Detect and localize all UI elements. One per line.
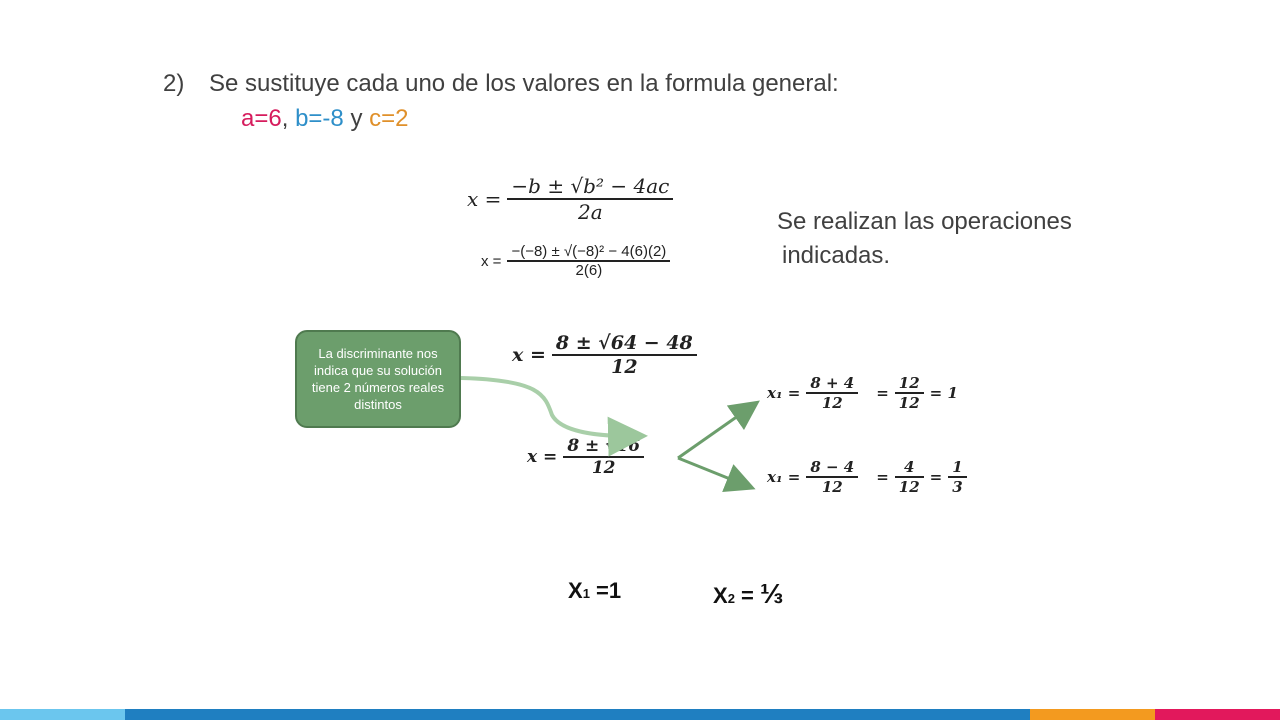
result-x1: [568, 578, 621, 604]
root2-numerator: 8 − 4: [810, 458, 855, 476]
root1-equals: =: [876, 384, 889, 402]
coef-b: b=-8: [295, 105, 344, 132]
root2-numerator3: 1: [952, 458, 963, 476]
side-note-line1: Se realizan las operaciones: [777, 208, 1072, 235]
root1-lhs: x₁ =: [767, 384, 801, 402]
heading-text: Se sustituye cada uno de los valores en la formula general:: [209, 70, 839, 97]
footer-bar-lightblue: [0, 709, 125, 720]
footer-bar-blue: [125, 709, 1030, 720]
formula-sub-numerator: −(−8) ± √(−8)² − 4(6)(2): [511, 243, 667, 260]
callout-text: La discriminante nos indica que su solución tiene 2 números reales distintos: [311, 346, 445, 412]
formula-general-denominator: 2a: [507, 198, 673, 224]
coef-c: c=2: [369, 105, 409, 132]
branch-arrow-up: [678, 404, 755, 458]
root2-equals: =: [876, 468, 889, 486]
root1-result: = 1: [929, 384, 958, 402]
formula-step1-lhs: x =: [512, 344, 546, 366]
coef-separator: ,: [281, 105, 289, 132]
formula-general-numerator: −b ± √b² − 4ac: [511, 174, 670, 198]
root2-denominator2: 12: [895, 476, 924, 496]
root1-denominator2: 12: [895, 392, 924, 412]
footer-bar-pink: [1155, 709, 1280, 720]
root2-equals2: =: [929, 468, 943, 486]
formula-step2-lhs: x =: [527, 447, 558, 467]
formula-step2-denominator: 12: [563, 456, 644, 478]
root2-lhs: x₁ =: [767, 468, 801, 486]
formula-sub-lhs: x =: [481, 252, 502, 270]
root1-numerator2: 12: [898, 374, 920, 392]
footer-bar-orange: [1030, 709, 1155, 720]
root1-denominator: 12: [806, 392, 858, 412]
side-note-line2: indicadas.: [782, 242, 891, 269]
result-x2-label: X: [713, 583, 728, 608]
formula-sub-denominator: 2(6): [507, 260, 670, 279]
formula-step1-denominator: 12: [552, 354, 697, 378]
coef-a: a=6: [241, 105, 282, 132]
result-x2-equals: =: [741, 583, 754, 608]
discriminant-callout: [295, 330, 461, 428]
result-x2-value: ⅓: [760, 578, 784, 609]
root2-denominator: 12: [806, 476, 858, 496]
result-x2-subscript: 2: [727, 591, 735, 606]
heading-number: 2): [163, 70, 185, 97]
result-x1-label: X: [568, 578, 583, 603]
coef-conjunction: y: [350, 105, 363, 132]
root1-numerator: 8 + 4: [810, 374, 855, 392]
root2-denominator3: 3: [948, 476, 966, 496]
formula-step1-numerator: 8 ± √64 − 48: [555, 332, 693, 354]
result-x2: [713, 578, 783, 610]
root2-numerator2: 4: [904, 458, 915, 476]
callout-arrow: [461, 378, 640, 436]
result-x1-subscript: 1: [582, 586, 590, 601]
formula-step2-numerator: 8 ± √16: [567, 436, 641, 456]
result-x1-value: =1: [596, 578, 622, 603]
branch-arrow-down: [678, 458, 750, 487]
formula-general-lhs: x =: [467, 187, 502, 211]
